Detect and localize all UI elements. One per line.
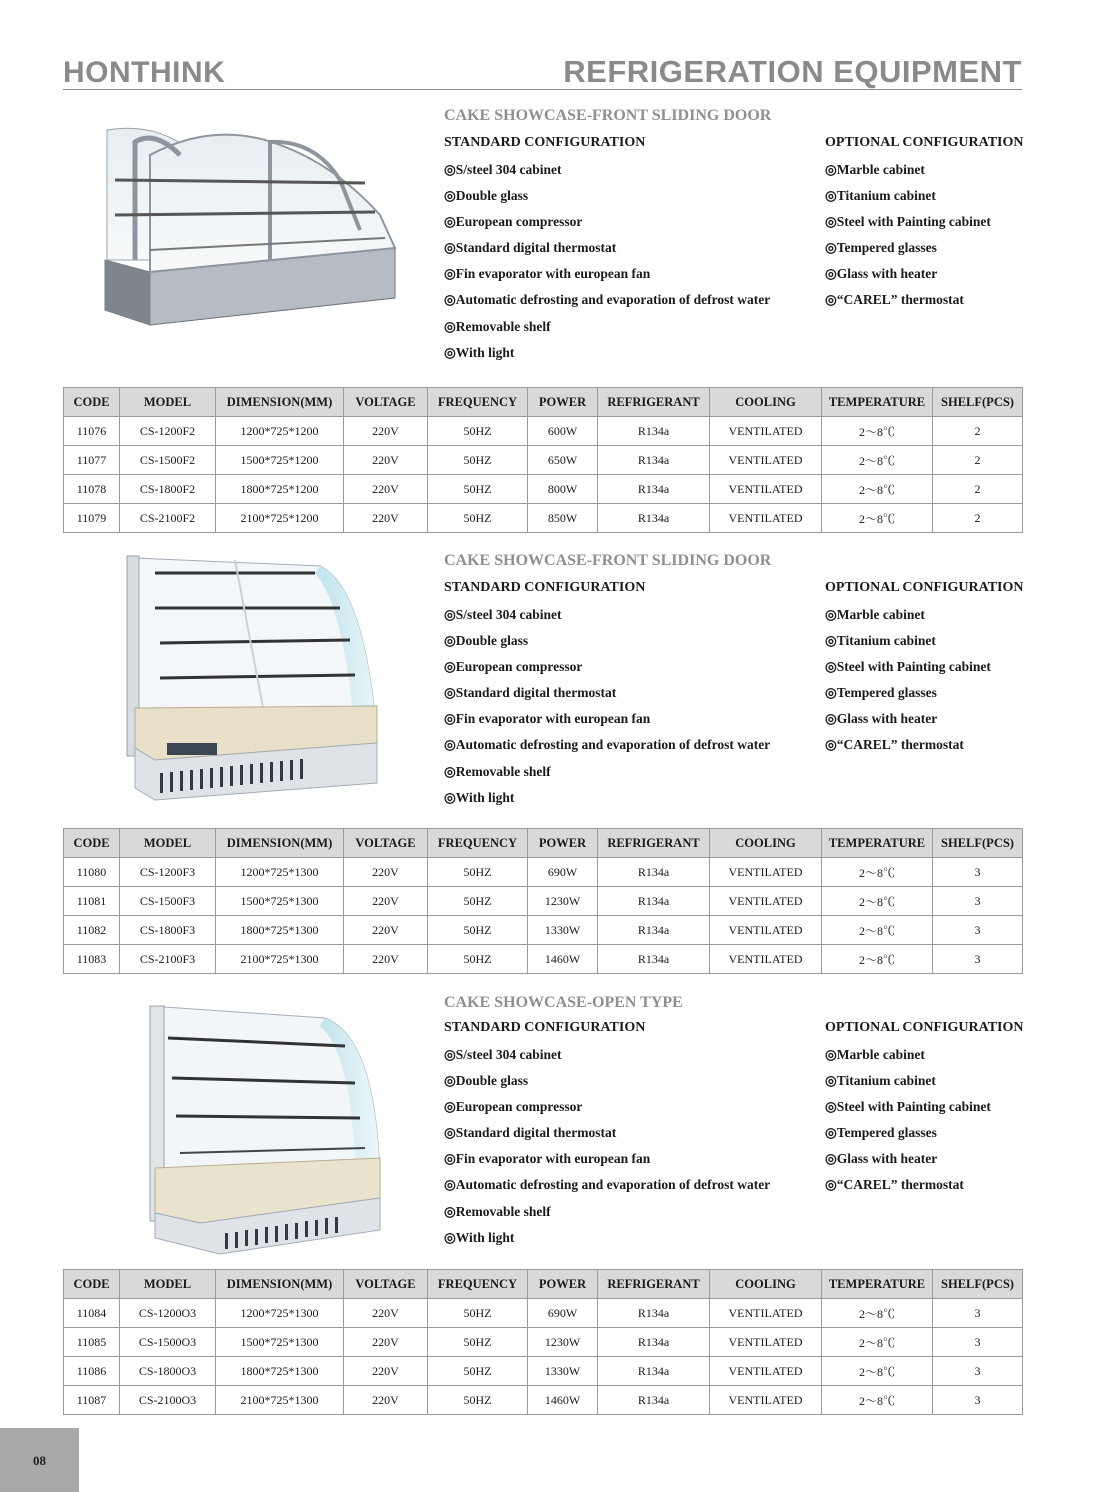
table-cell: 220V — [344, 1386, 428, 1415]
standard-item: ◎S/steel 304 cabinet — [444, 1047, 562, 1062]
table-cell: CS-1200F2 — [120, 417, 216, 446]
table-cell: VENTILATED — [710, 504, 822, 533]
column-header: MODEL — [120, 388, 216, 417]
standard-item: ◎Fin evaporator with european fan — [444, 711, 651, 727]
optional-configuration-list — [825, 605, 991, 762]
table-row — [64, 1386, 1023, 1415]
optional-item: ◎Steel with Painting cabinet — [825, 659, 991, 675]
specification-table — [63, 828, 1023, 974]
standard-item: ◎Automatic defrosting and evaporation of defrost water — [444, 1177, 771, 1193]
optional-item: ◎Marble cabinet — [825, 1047, 925, 1062]
table-row — [64, 945, 1023, 974]
table-cell: 220V — [344, 446, 428, 475]
table-cell: 50HZ — [428, 1357, 528, 1386]
table-row — [64, 504, 1023, 533]
table-cell: 11079 — [64, 504, 120, 533]
table-cell: 220V — [344, 945, 428, 974]
column-header: FREQUENCY — [428, 1270, 528, 1299]
table-cell: VENTILATED — [710, 1386, 822, 1415]
table-cell: 2 — [933, 475, 1023, 504]
table-cell: R134a — [598, 1328, 710, 1357]
table-cell: R134a — [598, 1386, 710, 1415]
optional-configuration-list — [825, 160, 991, 317]
table-cell: CS-2100O3 — [120, 1386, 216, 1415]
table-cell: 2 — [933, 504, 1023, 533]
table-cell: 220V — [344, 887, 428, 916]
optional-item: ◎“CAREL” thermostat — [825, 292, 964, 308]
standard-item: ◎Double glass — [444, 188, 529, 204]
standard-item: ◎With light — [444, 789, 515, 805]
standard-item: ◎Standard digital thermostat — [444, 685, 617, 701]
table-cell: 2～8℃ — [822, 417, 933, 446]
column-header: SHELF(PCS) — [933, 1270, 1023, 1299]
table-row — [64, 1357, 1023, 1386]
section-title: CAKE SHOWCASE-FRONT SLIDING DOOR — [444, 107, 772, 124]
table-cell: 50HZ — [428, 1386, 528, 1415]
standard-item: ◎S/steel 304 cabinet — [444, 162, 562, 177]
optional-item: ◎Glass with heater — [825, 1151, 938, 1167]
table-cell: R134a — [598, 504, 710, 533]
table-cell: 1460W — [528, 1386, 598, 1415]
column-header: MODEL — [120, 829, 216, 858]
standard-item: ◎Fin evaporator with european fan — [444, 266, 651, 282]
table-cell: 11087 — [64, 1386, 120, 1415]
table-cell: 50HZ — [428, 504, 528, 533]
standard-item: ◎Standard digital thermostat — [444, 1125, 617, 1141]
table-cell: 50HZ — [428, 417, 528, 446]
standard-configuration-list — [444, 1045, 770, 1254]
table-cell: 11085 — [64, 1328, 120, 1357]
table-cell: VENTILATED — [710, 1328, 822, 1357]
optional-item: ◎Titanium cabinet — [825, 633, 936, 649]
standard-item: ◎S/steel 304 cabinet — [444, 607, 562, 622]
table-row — [64, 446, 1023, 475]
table-cell: 2 — [933, 446, 1023, 475]
optional-item: ◎Titanium cabinet — [825, 1073, 936, 1089]
column-header: VOLTAGE — [344, 829, 428, 858]
table-cell: 220V — [344, 1299, 428, 1328]
table-cell: 2～8℃ — [822, 858, 933, 887]
column-header: POWER — [528, 1270, 598, 1299]
table-cell: R134a — [598, 1357, 710, 1386]
table-cell: R134a — [598, 417, 710, 446]
table-cell: 11086 — [64, 1357, 120, 1386]
column-header: VOLTAGE — [344, 388, 428, 417]
optional-item: ◎Tempered glasses — [825, 1125, 937, 1141]
table-cell: R134a — [598, 446, 710, 475]
table-row — [64, 1299, 1023, 1328]
optional-configuration-heading: OPTIONAL CONFIGURATION — [825, 580, 1024, 595]
optional-item: ◎Tempered glasses — [825, 685, 937, 701]
table-cell: 690W — [528, 1299, 598, 1328]
column-header: COOLING — [710, 388, 822, 417]
standard-item: ◎Double glass — [444, 1073, 529, 1089]
standard-item: ◎With light — [444, 344, 515, 360]
table-cell: 2～8℃ — [822, 446, 933, 475]
table-cell: CS-1200O3 — [120, 1299, 216, 1328]
header-divider — [63, 89, 1022, 90]
column-header: MODEL — [120, 1270, 216, 1299]
column-header: CODE — [64, 1270, 120, 1299]
standard-configuration-heading: STANDARD CONFIGURATION — [444, 135, 646, 150]
standard-item: ◎Removable shelf — [444, 318, 551, 334]
standard-item: ◎Double glass — [444, 633, 529, 649]
page-number: 08 — [33, 1453, 46, 1468]
standard-configuration-list — [444, 605, 770, 814]
standard-configuration-list — [444, 160, 770, 369]
column-header: FREQUENCY — [428, 388, 528, 417]
table-cell: 11078 — [64, 475, 120, 504]
table-cell: VENTILATED — [710, 417, 822, 446]
column-header: POWER — [528, 388, 598, 417]
column-header: TEMPERATURE — [822, 388, 933, 417]
table-cell: 2～8℃ — [822, 887, 933, 916]
column-header: FREQUENCY — [428, 829, 528, 858]
table-cell: 1200*725*1300 — [216, 858, 344, 887]
standard-item: ◎With light — [444, 1229, 515, 1245]
table-cell: 3 — [933, 945, 1023, 974]
table-cell: CS-1200F3 — [120, 858, 216, 887]
column-header: TEMPERATURE — [822, 1270, 933, 1299]
table-cell: R134a — [598, 887, 710, 916]
standard-item: ◎Automatic defrosting and evaporation of defrost water — [444, 737, 771, 753]
table-cell: 1330W — [528, 916, 598, 945]
table-cell: 1230W — [528, 887, 598, 916]
column-header: DIMENSION(MM) — [216, 388, 344, 417]
table-cell: 1330W — [528, 1357, 598, 1386]
table-cell: 2100*725*1200 — [216, 504, 344, 533]
table-cell: VENTILATED — [710, 916, 822, 945]
table-cell: R134a — [598, 945, 710, 974]
column-header: DIMENSION(MM) — [216, 1270, 344, 1299]
table-cell: 220V — [344, 475, 428, 504]
table-cell: 11080 — [64, 858, 120, 887]
column-header: CODE — [64, 388, 120, 417]
optional-item: ◎Steel with Painting cabinet — [825, 1099, 991, 1115]
specification-table — [63, 1269, 1023, 1415]
column-header: DIMENSION(MM) — [216, 829, 344, 858]
table-row — [64, 417, 1023, 446]
table-cell: R134a — [598, 858, 710, 887]
optional-item: ◎Marble cabinet — [825, 162, 925, 177]
table-cell: 2～8℃ — [822, 1386, 933, 1415]
brand-name: HONTHINK — [63, 56, 226, 89]
optional-item: ◎Glass with heater — [825, 711, 938, 727]
table-cell: 11083 — [64, 945, 120, 974]
table-cell: 50HZ — [428, 1299, 528, 1328]
table-cell: R134a — [598, 475, 710, 504]
table-cell: 1500*725*1300 — [216, 887, 344, 916]
table-cell: 220V — [344, 504, 428, 533]
table-cell: VENTILATED — [710, 446, 822, 475]
table-cell: 690W — [528, 858, 598, 887]
table-cell: 220V — [344, 858, 428, 887]
standard-item: ◎European compressor — [444, 659, 583, 675]
column-header: COOLING — [710, 1270, 822, 1299]
table-cell: 850W — [528, 504, 598, 533]
optional-configuration-list — [825, 1045, 991, 1202]
table-cell: CS-1800F3 — [120, 916, 216, 945]
table-cell: R134a — [598, 1299, 710, 1328]
standard-item: ◎Removable shelf — [444, 1203, 551, 1219]
column-header: SHELF(PCS) — [933, 388, 1023, 417]
table-cell: 2～8℃ — [822, 916, 933, 945]
table-header-row — [64, 1270, 1023, 1299]
table-cell: CS-2100F2 — [120, 504, 216, 533]
optional-configuration-heading: OPTIONAL CONFIGURATION — [825, 1020, 1024, 1035]
optional-item: ◎“CAREL” thermostat — [825, 1177, 964, 1193]
optional-item: ◎Titanium cabinet — [825, 188, 936, 204]
column-header: SHELF(PCS) — [933, 829, 1023, 858]
table-cell: VENTILATED — [710, 475, 822, 504]
section-title: CAKE SHOWCASE-OPEN TYPE — [444, 994, 683, 1011]
table-header-row — [64, 829, 1023, 858]
table-cell: 3 — [933, 916, 1023, 945]
table-cell: 50HZ — [428, 858, 528, 887]
table-cell: 3 — [933, 1299, 1023, 1328]
table-cell: 2～8℃ — [822, 1357, 933, 1386]
table-cell: 3 — [933, 1328, 1023, 1357]
table-cell: 50HZ — [428, 475, 528, 504]
catalog-title: REFRIGERATION EQUIPMENT — [563, 54, 1022, 89]
table-cell: 1800*725*1300 — [216, 1357, 344, 1386]
table-cell: 50HZ — [428, 945, 528, 974]
column-header: REFRIGERANT — [598, 829, 710, 858]
table-row — [64, 475, 1023, 504]
table-cell: VENTILATED — [710, 858, 822, 887]
standard-item: ◎Removable shelf — [444, 763, 551, 779]
optional-item: ◎Tempered glasses — [825, 240, 937, 256]
table-header-row — [64, 388, 1023, 417]
table-cell: 1200*725*1200 — [216, 417, 344, 446]
table-cell: 1230W — [528, 1328, 598, 1357]
table-cell: 2100*725*1300 — [216, 1386, 344, 1415]
optional-item: ◎“CAREL” thermostat — [825, 737, 964, 753]
column-header: COOLING — [710, 829, 822, 858]
column-header: REFRIGERANT — [598, 1270, 710, 1299]
standard-item: ◎Automatic defrosting and evaporation of defrost water — [444, 292, 771, 308]
table-cell: 600W — [528, 417, 598, 446]
table-cell: VENTILATED — [710, 1299, 822, 1328]
table-cell: 1500*725*1200 — [216, 446, 344, 475]
table-cell: 220V — [344, 1328, 428, 1357]
optional-item: ◎Glass with heater — [825, 266, 938, 282]
table-cell: 50HZ — [428, 446, 528, 475]
table-row — [64, 858, 1023, 887]
column-header: REFRIGERANT — [598, 388, 710, 417]
column-header: POWER — [528, 829, 598, 858]
table-cell: 2 — [933, 417, 1023, 446]
table-cell: CS-2100F3 — [120, 945, 216, 974]
table-cell: 1200*725*1300 — [216, 1299, 344, 1328]
table-row — [64, 916, 1023, 945]
table-cell: VENTILATED — [710, 945, 822, 974]
curved-glass-showcase-image — [95, 120, 420, 370]
table-cell: 2～8℃ — [822, 475, 933, 504]
open-type-showcase-image — [140, 998, 390, 1256]
table-cell: CS-1800F2 — [120, 475, 216, 504]
table-cell: CS-1500O3 — [120, 1328, 216, 1357]
table-cell: 1500*725*1300 — [216, 1328, 344, 1357]
table-cell: 3 — [933, 887, 1023, 916]
standard-configuration-heading: STANDARD CONFIGURATION — [444, 580, 646, 595]
table-cell: 50HZ — [428, 887, 528, 916]
table-cell: 1800*725*1300 — [216, 916, 344, 945]
table-cell: 220V — [344, 417, 428, 446]
optional-configuration-heading: OPTIONAL CONFIGURATION — [825, 135, 1024, 150]
column-header: CODE — [64, 829, 120, 858]
table-cell: 220V — [344, 1357, 428, 1386]
table-cell: VENTILATED — [710, 1357, 822, 1386]
table-cell: CS-1500F2 — [120, 446, 216, 475]
table-cell: 3 — [933, 1386, 1023, 1415]
table-cell: 800W — [528, 475, 598, 504]
sliding-door-showcase-image — [115, 548, 385, 803]
column-header: TEMPERATURE — [822, 829, 933, 858]
column-header: VOLTAGE — [344, 1270, 428, 1299]
section-title: CAKE SHOWCASE-FRONT SLIDING DOOR — [444, 552, 772, 569]
table-cell: 11084 — [64, 1299, 120, 1328]
specification-table — [63, 387, 1023, 533]
table-cell: CS-1800O3 — [120, 1357, 216, 1386]
standard-item: ◎Fin evaporator with european fan — [444, 1151, 651, 1167]
table-cell: 2～8℃ — [822, 504, 933, 533]
table-cell: 50HZ — [428, 1328, 528, 1357]
table-cell: 1800*725*1200 — [216, 475, 344, 504]
table-cell: 11082 — [64, 916, 120, 945]
table-cell: 11076 — [64, 417, 120, 446]
standard-item: ◎European compressor — [444, 214, 583, 230]
table-cell: 2～8℃ — [822, 1299, 933, 1328]
table-cell: CS-1500F3 — [120, 887, 216, 916]
table-row — [64, 887, 1023, 916]
table-cell: 50HZ — [428, 916, 528, 945]
table-cell: VENTILATED — [710, 887, 822, 916]
table-cell: 2～8℃ — [822, 1328, 933, 1357]
table-cell: 11081 — [64, 887, 120, 916]
table-row — [64, 1328, 1023, 1357]
table-cell: R134a — [598, 916, 710, 945]
table-cell: 3 — [933, 1357, 1023, 1386]
standard-configuration-heading: STANDARD CONFIGURATION — [444, 1020, 646, 1035]
table-cell: 650W — [528, 446, 598, 475]
optional-item: ◎Steel with Painting cabinet — [825, 214, 991, 230]
table-cell: 2～8℃ — [822, 945, 933, 974]
optional-item: ◎Marble cabinet — [825, 607, 925, 622]
standard-item: ◎European compressor — [444, 1099, 583, 1115]
table-cell: 3 — [933, 858, 1023, 887]
table-cell: 1460W — [528, 945, 598, 974]
table-cell: 11077 — [64, 446, 120, 475]
table-cell: 2100*725*1300 — [216, 945, 344, 974]
table-cell: 220V — [344, 916, 428, 945]
standard-item: ◎Standard digital thermostat — [444, 240, 617, 256]
